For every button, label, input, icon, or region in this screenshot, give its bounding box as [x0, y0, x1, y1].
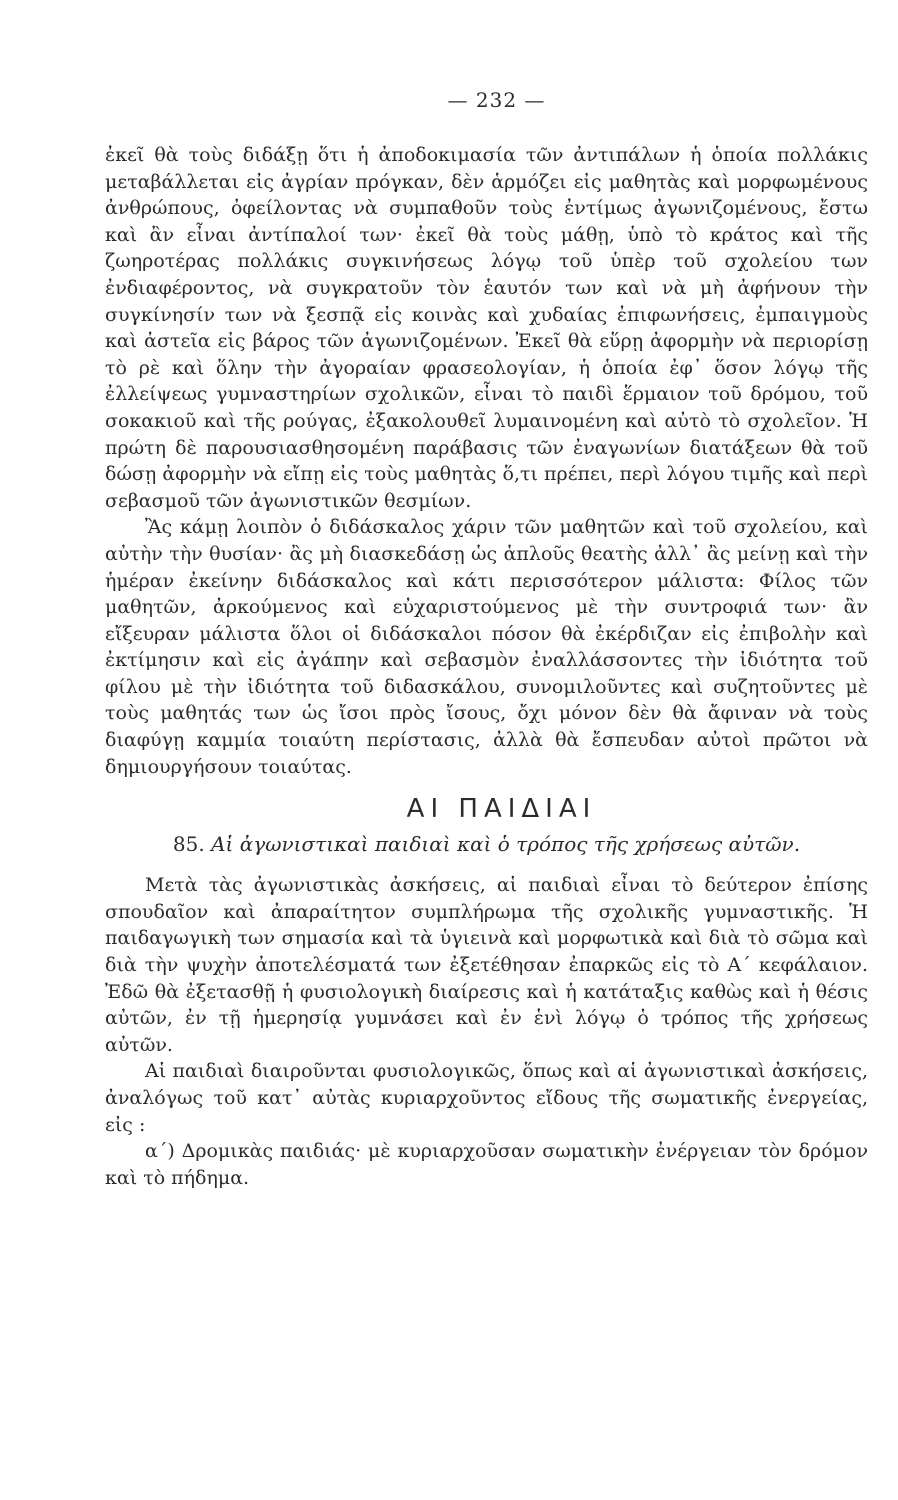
section-paragraph-1: Μετὰ τὰς ἀγωνιστικὰς ἀσκήσεις, αἱ παιδιαὶ εἶναι τὸ δεύτερον ἐπίσης σπουδαῖον καὶ ἀπαραίτητον συμπλήρωμα τῆς σχολικῆς γυμναστικῆς. Ἡ παιδαγωγικὴ των σημασία καὶ τὰ ὑγιεινὰ καὶ μορφωτικὰ καὶ διὰ τὸ σῶμα καὶ διὰ τὴν ψυχὴν ἀποτελέσματά των ἐξετέθησαν ἐπαρκῶς εἰς τὸ Α´ κεφάλαιον. Ἐδῶ θὰ ἐξετασθῇ ἡ φυσιολογικὴ διαίρεσις καὶ ἡ κατάταξις καθὼς καὶ ἡ θέσις αὐτῶν, ἐν τῇ ἡμερησίᾳ γυμνάσει καὶ ἐν ἑνὶ λόγῳ ὁ τρόπος τῆς χρήσεως αὐτῶν.	[105, 874, 868, 1056]
page-number: — 232 —	[447, 88, 546, 112]
body-paragraph-1: ἐκεῖ θὰ τοὺς διδάξῃ ὅτι ἡ ἀποδοκιμασία τῶν ἀντιπάλων ἡ ὁποία πολλάκις μεταβάλλεται εἰς ἀγρίαν πρόγκαν, δὲν ἁρμόζει εἰς μαθητὰς καὶ μορφωμένους ἀνθρώπους, ὀφείλοντας νὰ συμπαθοῦν τοὺς ἐντίμως ἀγωνιζομένους, ἔστω καὶ ἂν εἶναι ἀντίπαλοί των· ἐκεῖ θὰ τοὺς μάθῃ, ὑπὸ τὸ κράτος καὶ τῆς ζωηροτέρας πολλάκις συγκινήσεως λόγῳ τοῦ ὑπὲρ τοῦ σχολείου των ἐνδιαφέροντος, νὰ συγκρατοῦν τὸν ἑαυτόν των καὶ νὰ μὴ ἀφήνουν τὴν συγκίνησίν των νὰ ξεσπᾷ εἰς κοινὰς καὶ χυδαίας ἐπιφωνήσεις, ἐμπαιγμοὺς καὶ ἀστεῖα εἰς βάρος τῶν ἀγωνιζομένων. Ἐκεῖ θὰ εὕρῃ ἀφορμὴν νὰ περιορίσῃ τὸ ρὲ καὶ ὅλην τὴν ἀγοραίαν φρασεολογίαν, ἡ ὁποία ἐφ᾽ ὅσον λόγῳ τῆς ἐλλείψεως γυμναστηρίων σχολικῶν, εἶναι τὸ παιδὶ ἕρμαιον τοῦ δρόμου, τοῦ σοκακιοῦ καὶ τῆς ρούγας, ἐξακολουθεῖ λυμαινομένη καὶ αὐτὸ τὸ σχολεῖον. Ἡ πρώτη δὲ παρουσιασθησομένη παράβασις τῶν ἐναγωνίων διατάξεων θὰ τοῦ δώσῃ ἀφορμὴν νὰ εἴπῃ εἰς τοὺς μαθητὰς ὅ,τι πρέπει, περὶ λόγου τιμῆς καὶ περὶ σεβασμοῦ τῶν ἀγωνιστικῶν θεσμίων.	[105, 144, 868, 512]
section-paragraph-3: α´) Δρομικὰς παιδιάς· μὲ κυριαρχοῦσαν σωματικὴν ἐνέργειαν τὸν δρόμον καὶ τὸ πήδημα.	[105, 1140, 868, 1189]
body-paragraph-2: Ἂς κάμῃ λοιπὸν ὁ διδάσκαλος χάριν τῶν μαθητῶν καὶ τοῦ σχολείου, καὶ αὐτὴν τὴν θυσίαν· ἂς μὴ διασκεδάσῃ ὡς ἁπλοῦς θεατὴς ἀλλ᾽ ἂς μείνῃ καὶ τὴν ἡμέραν ἐκείνην διδάσκαλος καὶ κάτι περισσότερον μάλιστα: Φίλος τῶν μαθητῶν, ἀρκούμενος καὶ εὐχαριστούμενος μὲ τὴν συντροφιά των· ἂν εἴξευραν μάλιστα ὅλοι οἱ διδάσκαλοι πόσον θὰ ἐκέρδιζαν εἰς ἐπιβολὴν καὶ ἐκτίμησιν καὶ εἰς ἀγάπην καὶ σεβασμὸν ἐναλλάσσοντες τὴν ἰδιότητα τοῦ φίλου μὲ τὴν ἰδιότητα τοῦ διδασκάλου, συνομιλοῦντες καὶ συζητοῦντες μὲ τοὺς μαθητάς των ὡς ἴσοι πρὸς ἴσους, ὄχι μόνον δὲν θὰ ἄφιναν νὰ τοὺς διαφύγῃ καμμία τοιαύτη περίστασις, ἀλλὰ θὰ ἔσπευδαν αὐτοὶ πρῶτοι νὰ δημιουργήσουν τοιαύτας.	[105, 516, 868, 778]
section-paragraph-2: Αἱ παιδιαὶ διαιροῦνται φυσιολογικῶς, ὅπως καὶ αἱ ἀγωνιστικαὶ ἀσκήσεις, ἀναλόγως τοῦ κατ᾽ αὐτὰς κυριαρχοῦντος εἴδους τῆς σωματικῆς ἐνεργείας, εἰς :	[105, 1060, 868, 1136]
section-title: ΑΙ ΠΑΙΔΙΑΙ	[406, 794, 597, 825]
section-heading	[105, 830, 868, 858]
section-number: 85.	[172, 832, 205, 857]
section-heading-text: Αἱ ἀγωνιστικαὶ παιδιαὶ καὶ ὁ τρόπος τῆς χρήσεως αὐτῶν.	[211, 832, 801, 857]
